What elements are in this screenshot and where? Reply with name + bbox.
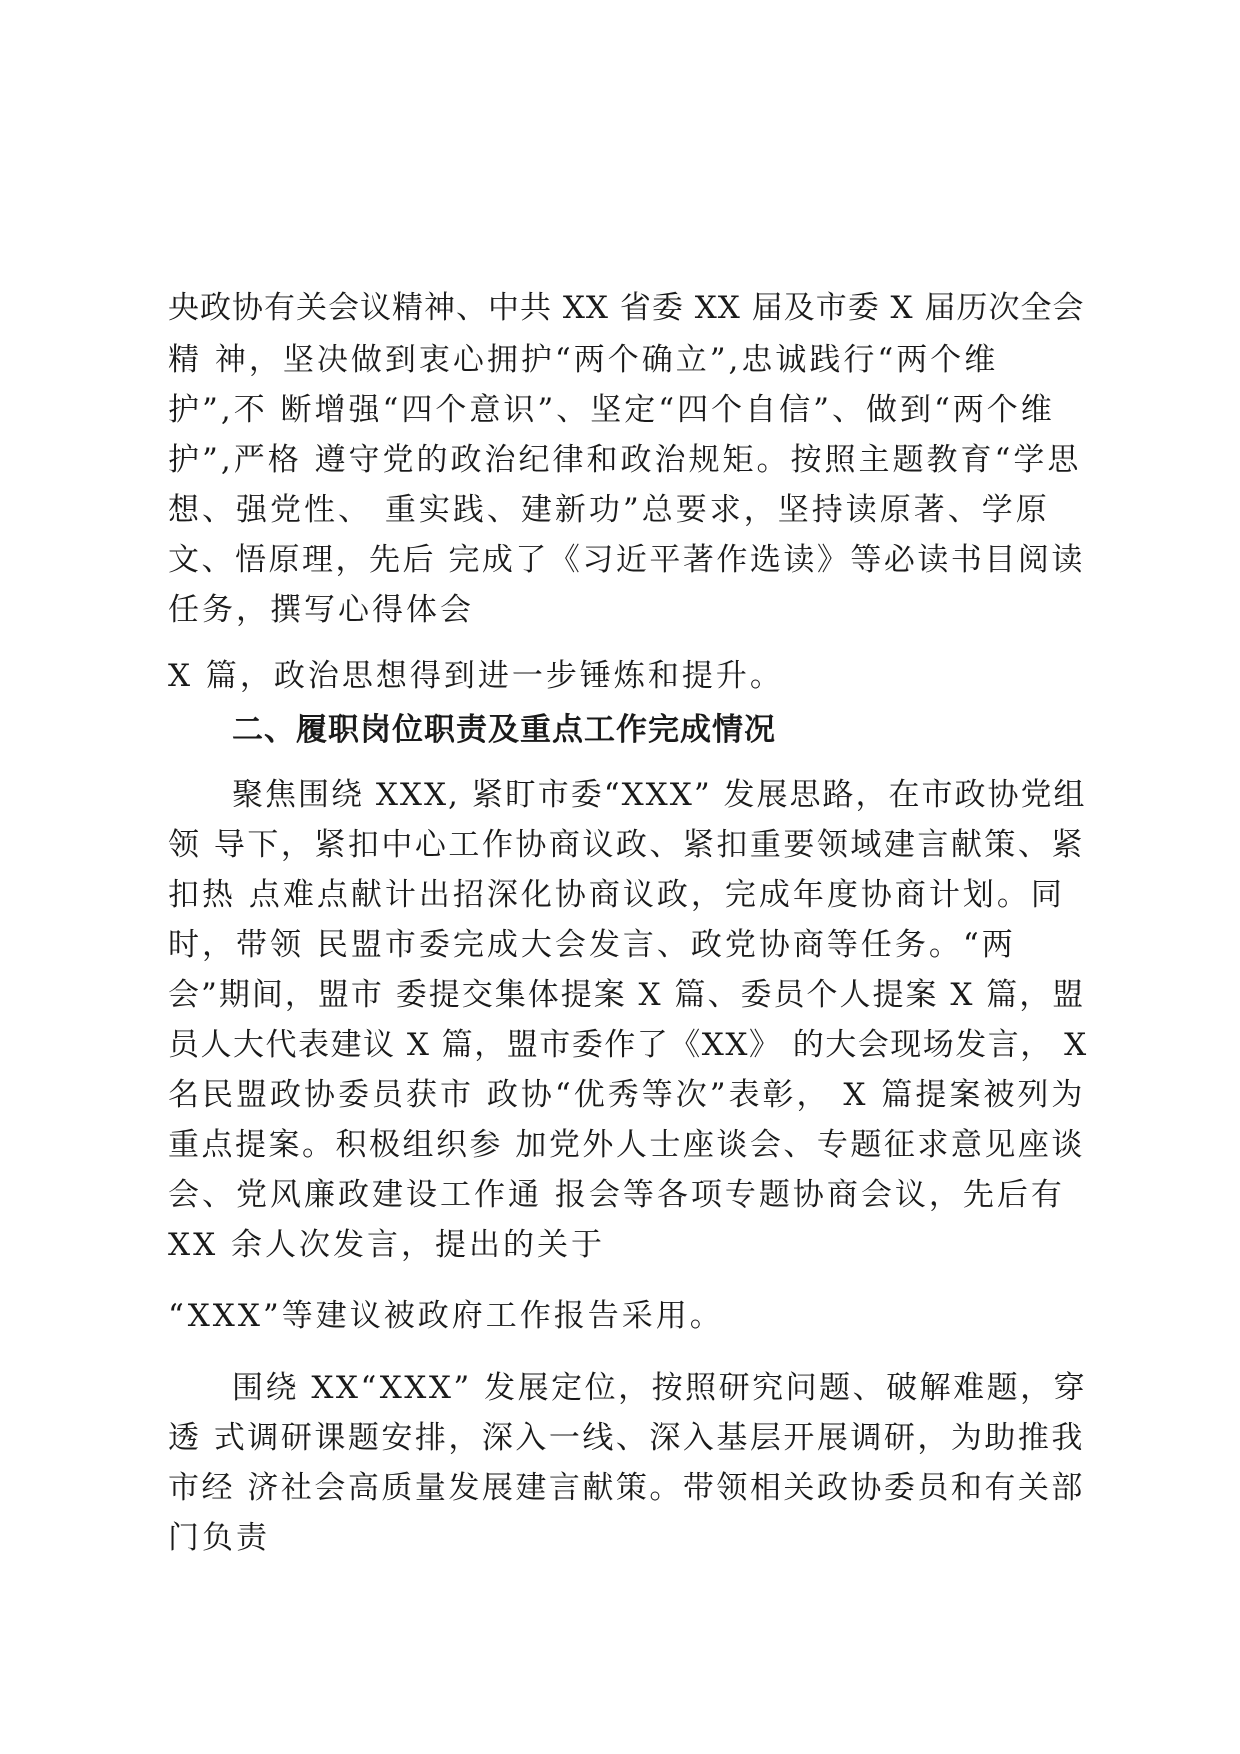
paragraph-line: XX 余人次发言，提出的关于: [168, 1227, 605, 1263]
paragraph-line: 任务，撰写心得体会: [168, 592, 474, 628]
paragraph-line: 护”,严格 遵守党的政治纪律和政治规矩。按照主题教育“学思: [168, 442, 1082, 478]
paragraph-line: 领 导下，紧扣中心工作协商议政、紧扣重要领域建言献策、紧: [168, 827, 1085, 863]
paragraph-line: 重点提案。积极组织参 加党外人士座谈会、专题征求意见座谈: [168, 1127, 1085, 1163]
paragraph-line: 央政协有关会议精神、中共 XX 省委 XX 届及市委 X 届历次全会: [168, 290, 1085, 326]
paragraph-line: X 篇，政治思想得到进一步锤炼和提升。: [168, 658, 784, 694]
paragraph-line: 围绕 XX“XXX” 发展定位，按照研究问题、破解难题，穿: [232, 1370, 1088, 1406]
paragraph-line: 文、悟原理，先后 完成了《习近平著作选读》等必读书目阅读: [168, 542, 1085, 578]
paragraph-line: 门负责: [168, 1520, 270, 1556]
section-heading: 二、履职岗位职责及重点工作完成情况: [232, 712, 776, 748]
paragraph-line: 名民盟政协委员获市 政协“优秀等次”表彰， X 篇提案被列为: [168, 1077, 1086, 1113]
paragraph-line: 时，带领 民盟市委完成大会发言、政党协商等任务。“两: [168, 927, 1016, 963]
paragraph-line: 扣热 点难点献计出招深化协商议政，完成年度协商计划。同: [168, 877, 1065, 913]
paragraph-line: 护”,不 断增强“四个意识”、坚定“四个自信”、做到“两个维: [168, 392, 1055, 428]
paragraph-line: 想、强党性、 重实践、建新功”总要求，坚持读原著、学原: [168, 492, 1050, 528]
paragraph-line: 透 式调研课题安排，深入一线、深入基层开展调研，为助推我: [168, 1420, 1085, 1456]
paragraph-line: 员人大代表建议 X 篇，盟市委作了《XX》 的大会现场发言， X: [168, 1027, 1088, 1063]
paragraph-line: 会、党风廉政建设工作通 报会等各项专题协商会议，先后有: [168, 1177, 1065, 1213]
paragraph-line: 精 神，坚决做到衷心拥护“两个确立”,忠诚践行“两个维: [168, 342, 999, 378]
paragraph-line: 聚焦围绕 XXX, 紧盯市委“XXX” 发展思路，在市政协党组: [232, 777, 1087, 813]
paragraph-line: “XXX”等建议被政府工作报告采用。: [168, 1298, 724, 1334]
paragraph-line: 会”期间，盟市 委提交集体提案 X 篇、委员个人提案 X 篇，盟: [168, 977, 1086, 1013]
paragraph-line: 市经 济社会高质量发展建言献策。带领相关政协委员和有关部: [168, 1470, 1085, 1506]
